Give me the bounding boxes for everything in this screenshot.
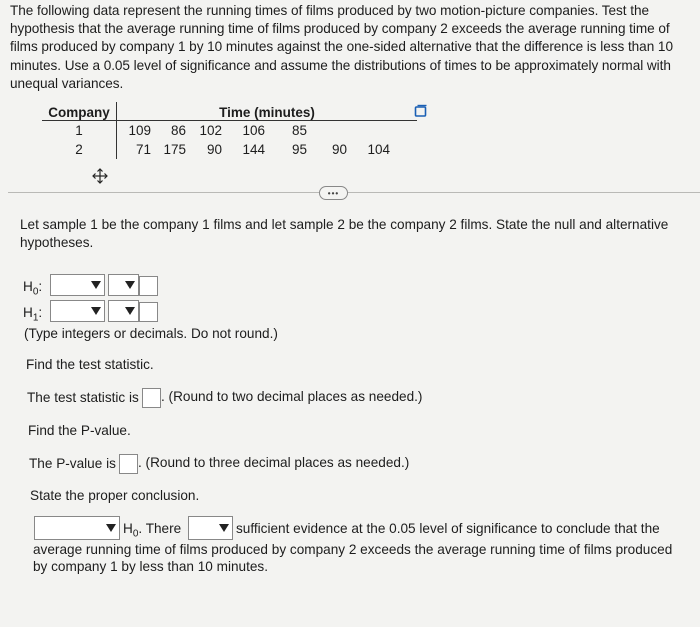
time-header: Time (minutes) (117, 102, 418, 121)
h0-relation-dropdown[interactable] (108, 274, 139, 296)
time-cell: 95 (291, 142, 307, 157)
stat-suffix: . (Round to two decimal places as needed.) (161, 389, 423, 404)
test-statistic-input[interactable] (142, 388, 161, 408)
h1-relation-dropdown[interactable] (108, 300, 139, 322)
copy-icon[interactable] (414, 104, 428, 118)
conclusion-heading: State the proper conclusion. (30, 488, 200, 503)
type-note: (Type integers or decimals. Do not round.) (24, 326, 278, 341)
table-row (42, 121, 417, 141)
find-stat-text: Find the test statistic. (26, 357, 154, 372)
company-header: Company (42, 102, 117, 121)
company-cell: 1 (42, 121, 117, 141)
conclusion-decision-dropdown[interactable] (34, 516, 120, 540)
data-table (42, 102, 417, 159)
conclusion-line-3: by company 1 by less than 10 minutes. (33, 559, 268, 574)
more-button[interactable]: ••• (319, 186, 348, 200)
time-cell: 104 (367, 142, 390, 157)
problem-statement: The following data represent the running times of films produced by two motion-picture companies. Test the hypothesis that the average running time of films produced by company 2 exceeds the average running time of films produced by company 1 by 10 minutes against the one-sided alternative that the difference is less than 10 minutes. Use a 0.05 level of significance and assume the distributions of times to be approximately normal with unequal variances. (10, 3, 673, 91)
chevron-down-icon (125, 281, 135, 289)
chevron-down-icon (219, 524, 229, 532)
time-cell: 175 (163, 142, 186, 157)
conclusion-rest: sufficient evidence at the 0.05 level of significance to conclude that the (236, 521, 660, 536)
time-cell: 144 (242, 142, 265, 157)
company-cell: 2 (42, 140, 117, 159)
table-row (42, 140, 417, 159)
time-cell: 90 (331, 142, 347, 157)
h1-value-input[interactable] (139, 302, 158, 322)
time-values (117, 140, 418, 159)
h0-value-input[interactable] (139, 276, 158, 296)
p-suffix: . (Round to three decimal places as needed.) (138, 455, 410, 470)
stat-prefix: The test statistic is (27, 390, 139, 405)
time-cell: 86 (170, 123, 186, 138)
chevron-down-icon (91, 281, 101, 289)
p-prefix: The P-value is (29, 456, 116, 471)
move-icon[interactable] (92, 168, 108, 184)
time-cell: 85 (291, 123, 307, 138)
h0-parameter-dropdown[interactable] (50, 274, 105, 296)
time-cell: 106 (242, 123, 265, 138)
time-cell: 90 (206, 142, 222, 157)
section-divider (8, 192, 700, 193)
time-cell: 109 (128, 123, 151, 138)
h1-parameter-dropdown[interactable] (50, 300, 105, 322)
chevron-down-icon (106, 524, 116, 532)
instruction-text: Let sample 1 be the company 1 films and let sample 2 be the company 2 films. State the null and alternative hypotheses. (20, 217, 669, 250)
conclusion-h0: $H_0$. There (123, 521, 182, 540)
conclusion-line-2: average running time of films produced by company 2 exceeds the average running time of films produced (33, 542, 673, 557)
p-value-input[interactable] (119, 454, 138, 474)
time-values (117, 121, 418, 141)
time-cell: 71 (135, 142, 151, 157)
chevron-down-icon (91, 307, 101, 315)
h1-label: $H_1$: (23, 305, 43, 324)
h0-label: $H_0$: (23, 279, 43, 298)
time-cell: 102 (199, 123, 222, 138)
conclusion-evidence-dropdown[interactable] (188, 516, 233, 540)
find-p-text: Find the P-value. (28, 423, 131, 438)
chevron-down-icon (125, 307, 135, 315)
